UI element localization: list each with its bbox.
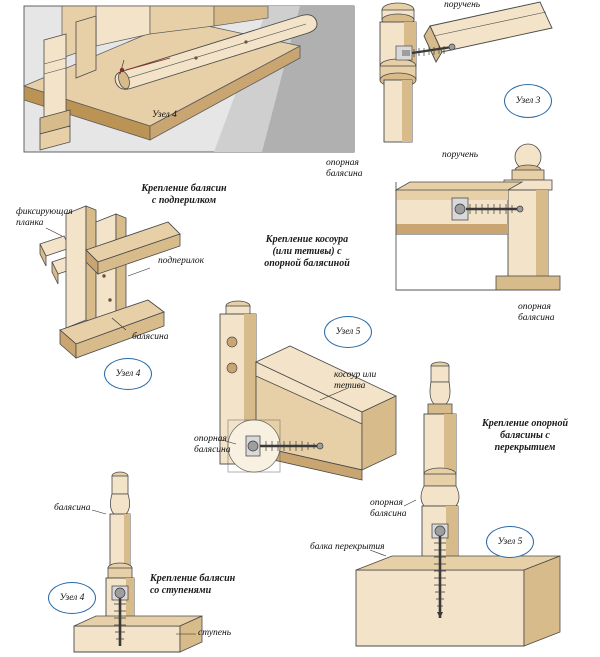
node-badge-4-steps[interactable]: Узел 4 bbox=[48, 582, 96, 614]
label-oporn-balyasina-mid-2: балясина bbox=[518, 313, 555, 323]
title-kosour-line2: (или тетивы) с bbox=[272, 246, 342, 257]
label-kosour-2: тетива bbox=[334, 381, 366, 391]
label-balyasina-underrail: балясина bbox=[132, 332, 169, 342]
node-badge-5-overlap[interactable]: Узел 5 bbox=[486, 526, 534, 558]
title-overlap-line2: балясины с bbox=[500, 430, 550, 441]
title-balusters-underrail-line1: Крепление балясин bbox=[141, 183, 227, 194]
label-kosour-1: косоур или bbox=[334, 370, 377, 380]
title-overlap-line3: перекрытием bbox=[494, 442, 556, 453]
label-balyasina-steps: балясина bbox=[54, 503, 91, 513]
label-oporn-balyasina-kosour-2: балясина bbox=[194, 445, 231, 455]
label-oporn-balyasina-mid-1: опорная bbox=[518, 302, 551, 312]
label-poruchen-top: поручень bbox=[444, 0, 481, 10]
label-oporn-balyasina-overlap-1: опорная bbox=[370, 498, 403, 508]
title-kosour-line1: Крепление косоура bbox=[265, 234, 349, 245]
label-balka-perekrytiya: балка перекрытия bbox=[310, 542, 385, 552]
label-podperilok: подперилок bbox=[158, 256, 205, 266]
title-steps-line1: Крепление балясин bbox=[150, 573, 236, 584]
label-node-4-top-left: Узел 4 bbox=[152, 110, 177, 120]
title-kosour-line3: опорной балясиной bbox=[264, 258, 350, 269]
label-oporn-balyasina-top-1: опорная bbox=[326, 158, 359, 168]
node-badge-3[interactable]: Узел 3 bbox=[504, 84, 552, 118]
label-fiksiruyushchaya-2: планка bbox=[16, 218, 44, 228]
label-oporn-balyasina-kosour-1: опорная bbox=[194, 434, 227, 444]
node-badge-5-kosour[interactable]: Узел 5 bbox=[324, 316, 372, 348]
label-oporn-balyasina-overlap-2: балясина bbox=[370, 509, 407, 519]
panel-right-middle-art bbox=[396, 144, 560, 290]
panel-steps-art bbox=[74, 472, 202, 652]
panel-top-right-art bbox=[380, 2, 552, 142]
title-steps-line2: со ступенями bbox=[150, 585, 212, 596]
label-poruchen-mid: поручень bbox=[442, 150, 479, 160]
node-badge-4-underrail[interactable]: Узел 4 bbox=[104, 358, 152, 390]
title-overlap-line1: Крепление опорной bbox=[481, 418, 569, 429]
title-balusters-underrail-line2: с подперилком bbox=[151, 195, 217, 206]
label-stupen: ступень bbox=[198, 628, 232, 638]
panel-top-left-art bbox=[24, 6, 354, 152]
label-fiksiruyushchaya-1: фиксирующая bbox=[16, 207, 73, 217]
label-oporn-balyasina-top-2: балясина bbox=[326, 169, 363, 179]
